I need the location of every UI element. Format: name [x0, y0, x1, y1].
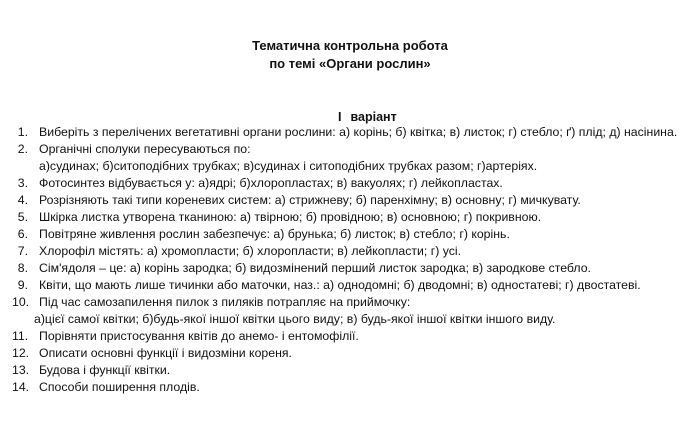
question-text: Шкірка листка утворена тканиною: а) твірною; б) провідною; в) основною; г) покривною.	[39, 210, 542, 224]
question-2-options: а)судинах; б)ситоподібних трубках; в)судинах і ситоподібних трубках разом; г)артеріях.	[39, 159, 538, 173]
question-text: Квіти, що мають лише тичинки або маточки, наз.: а) однодомні; б) дводомні; в) одностатеві; г) двостатеві.	[39, 278, 641, 292]
variant-heading	[338, 110, 397, 124]
question-number: 7.	[17, 244, 28, 258]
question-text: Органічні сполуки пересуваються по:	[39, 142, 251, 156]
variant-word: варіант	[350, 110, 397, 124]
question-text: Порівняти пристосування квітів до анемо- і ентомофілії.	[39, 329, 359, 343]
question-number: 4.	[17, 193, 28, 207]
question-text: Сім'ядоля – це: а) корінь зародка; б) видозмінений перший листок зародка; в) зародкове стебло.	[39, 261, 591, 275]
question-number: 11.	[12, 329, 29, 343]
question-text: Фотосинтез відбувається у: а)ядрі; б)хлоропластах; в) вакуолях; г) лейкопластах.	[39, 176, 503, 190]
question-10-options: а)цієї самої квітки; б)будь-якої іншої квітки цього виду; в) будь-якої іншої квітки іншого виду.	[34, 312, 556, 326]
question-text: Розрізняють такі типи кореневих систем: а) стрижневу; б) паренхімну; в) основну; г) мичкувату.	[39, 193, 581, 207]
title-line-1: Тематична контрольна робота	[252, 38, 448, 53]
question-number: 1.	[17, 125, 28, 139]
question-number: 10.	[12, 295, 30, 309]
title-line-2: по темі «Органи рослин»	[269, 56, 431, 71]
question-text: Виберіть з перелічених вегетативні органи рослини: а) корінь; б) квітка; в) листок; г) стебло; ґ) плід; д) насінина.	[39, 125, 678, 139]
question-number: 13.	[12, 363, 30, 377]
question-text: Повітряне живлення рослин забезпечує: а) брунька; б) листок; в) стебло; г) корінь.	[39, 227, 510, 241]
question-text: Описати основні функції і видозміни кореня.	[39, 346, 292, 360]
question-text: Хлорофіл містять: а) хромопласти; б) хлоропласти; в) лейкопласти; г) усі.	[39, 244, 462, 258]
question-number: 6.	[17, 227, 28, 241]
question-number: 2.	[17, 142, 28, 156]
question-number: 3.	[17, 176, 28, 190]
question-number: 12.	[12, 346, 30, 360]
question-text: Будова і функції квітки.	[39, 363, 171, 377]
question-number: 5.	[17, 210, 28, 224]
question-number: 9.	[17, 278, 28, 292]
variant-roman: I	[338, 110, 342, 124]
question-number: 8.	[17, 261, 28, 275]
question-number: 14.	[12, 380, 30, 394]
question-text: Під час самозапилення пилок з пиляків потрапляє на приймочку:	[39, 295, 411, 309]
question-text: Способи поширення плодів.	[39, 380, 200, 394]
